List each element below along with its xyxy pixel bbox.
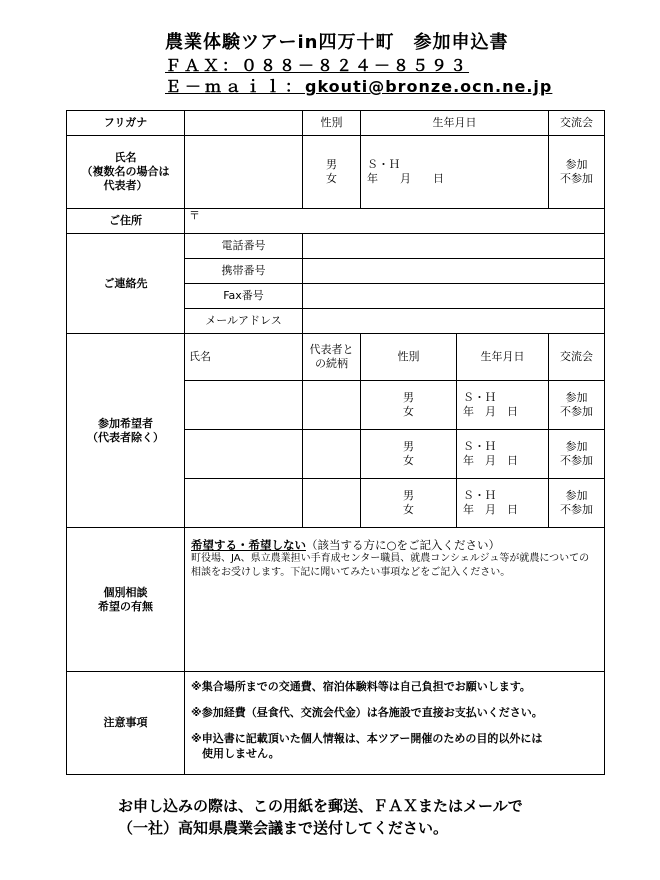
consult-choice-line — [191, 538, 598, 552]
birth-header: 生年月日 — [361, 111, 549, 136]
form-title: 農業体験ツアーin四万十町 参加申込書 — [165, 32, 509, 53]
fax-label: Fax番号 — [185, 284, 303, 309]
footer-instructions: お申し込みの際は、この用紙を郵送、ＦＡＸまたはメールで （一社）高知県農業会議まで送付してください。 — [118, 797, 523, 837]
birth-input[interactable]: Ｓ・Ｈ 年 月 日 — [361, 136, 549, 209]
exchange-options[interactable]: 参加 不参加 — [549, 136, 605, 209]
relation-input[interactable] — [303, 430, 361, 479]
fax-input[interactable] — [303, 284, 605, 309]
participant-exchange-options[interactable]: 参加 不参加 — [549, 381, 605, 430]
participant-birth-input[interactable]: Ｓ・Ｈ 年 月 日 — [457, 479, 549, 528]
notes-row — [67, 672, 605, 775]
contact-row — [67, 234, 605, 259]
participant-gender-options[interactable]: 男 女 — [361, 381, 457, 430]
note-item: ※集合場所までの交通費、宿泊体験料等は自己負担でお願いします。 — [191, 680, 531, 693]
participants-header-row — [67, 334, 605, 381]
email-address[interactable]: gkouti@bronze.ocn.ne.jp — [305, 77, 553, 96]
participant-birth-input[interactable]: Ｓ・Ｈ 年 月 日 — [457, 381, 549, 430]
participant-gender-header: 性別 — [361, 334, 457, 381]
email-label: Ｅ－ｍａｉｌ： — [165, 77, 306, 96]
phone-label: 電話番号 — [185, 234, 303, 259]
fax-number: ＦＡＸ：０８８－８２４－８５９３ — [165, 56, 470, 75]
address-label: ご住所 — [67, 209, 185, 234]
consult-description: 町役場、JA、県立農業担い手育成センター職員、就農コンシェルジュ等が就農についての相談をお受けします。下記に聞いてみたい事項などをご記入ください。 — [191, 553, 590, 579]
participant-birth-input[interactable]: Ｓ・Ｈ 年 月 日 — [457, 430, 549, 479]
name-row — [67, 136, 605, 209]
application-form-table — [66, 110, 605, 775]
header-row — [67, 111, 605, 136]
gender-header: 性別 — [303, 111, 361, 136]
participant-name-header: 氏名 — [185, 334, 303, 381]
participant-exchange-options[interactable]: 参加 不参加 — [549, 479, 605, 528]
participant-exchange-options[interactable]: 参加 不参加 — [549, 430, 605, 479]
note-item: ※参加経費（昼食代、交流会代金）は各施設で直接お支払いください。 — [191, 705, 543, 719]
address-input[interactable]: 〒 — [185, 209, 605, 234]
exchange-header: 交流会 — [549, 111, 605, 136]
relation-input[interactable] — [303, 381, 361, 430]
mobile-label: 携帯番号 — [185, 259, 303, 284]
consult-choice-note: （該当する方に○をご記入ください） — [306, 538, 501, 552]
participant-birth-header: 生年月日 — [457, 334, 549, 381]
relation-header: 代表者と の続柄 — [303, 334, 361, 381]
notes-list — [185, 672, 605, 775]
email-input[interactable] — [303, 309, 605, 334]
consult-area[interactable] — [185, 528, 605, 672]
participant-gender-options[interactable]: 男 女 — [361, 430, 457, 479]
consult-choice[interactable]: 希望する・希望しない — [191, 538, 306, 552]
mobile-input[interactable] — [303, 259, 605, 284]
consult-row — [67, 528, 605, 672]
participants-label: 参加希望者 （代表者除く） — [67, 334, 185, 528]
address-row — [67, 209, 605, 234]
participant-exchange-header: 交流会 — [549, 334, 605, 381]
participant-name-input[interactable] — [185, 479, 303, 528]
consult-label: 個別相談 希望の有無 — [67, 528, 185, 672]
name-label: 氏名 （複数名の場合は 代表者） — [67, 136, 185, 209]
phone-input[interactable] — [303, 234, 605, 259]
notes-label: 注意事項 — [67, 672, 185, 775]
gender-options[interactable]: 男 女 — [303, 136, 361, 209]
participant-gender-options[interactable]: 男 女 — [361, 479, 457, 528]
participant-name-input[interactable] — [185, 381, 303, 430]
email-field-label: メールアドレス — [185, 309, 303, 334]
note-item: ※申込書に記載頂いた個人情報は、本ツアー開催のための目的以外には 使用しません。 — [191, 731, 543, 760]
participant-name-input[interactable] — [185, 430, 303, 479]
email-line — [165, 74, 552, 97]
furigana-label: フリガナ — [67, 111, 185, 136]
name-input[interactable] — [185, 136, 303, 209]
furigana-input[interactable] — [185, 111, 303, 136]
contact-label: ご連絡先 — [67, 234, 185, 334]
relation-input[interactable] — [303, 479, 361, 528]
